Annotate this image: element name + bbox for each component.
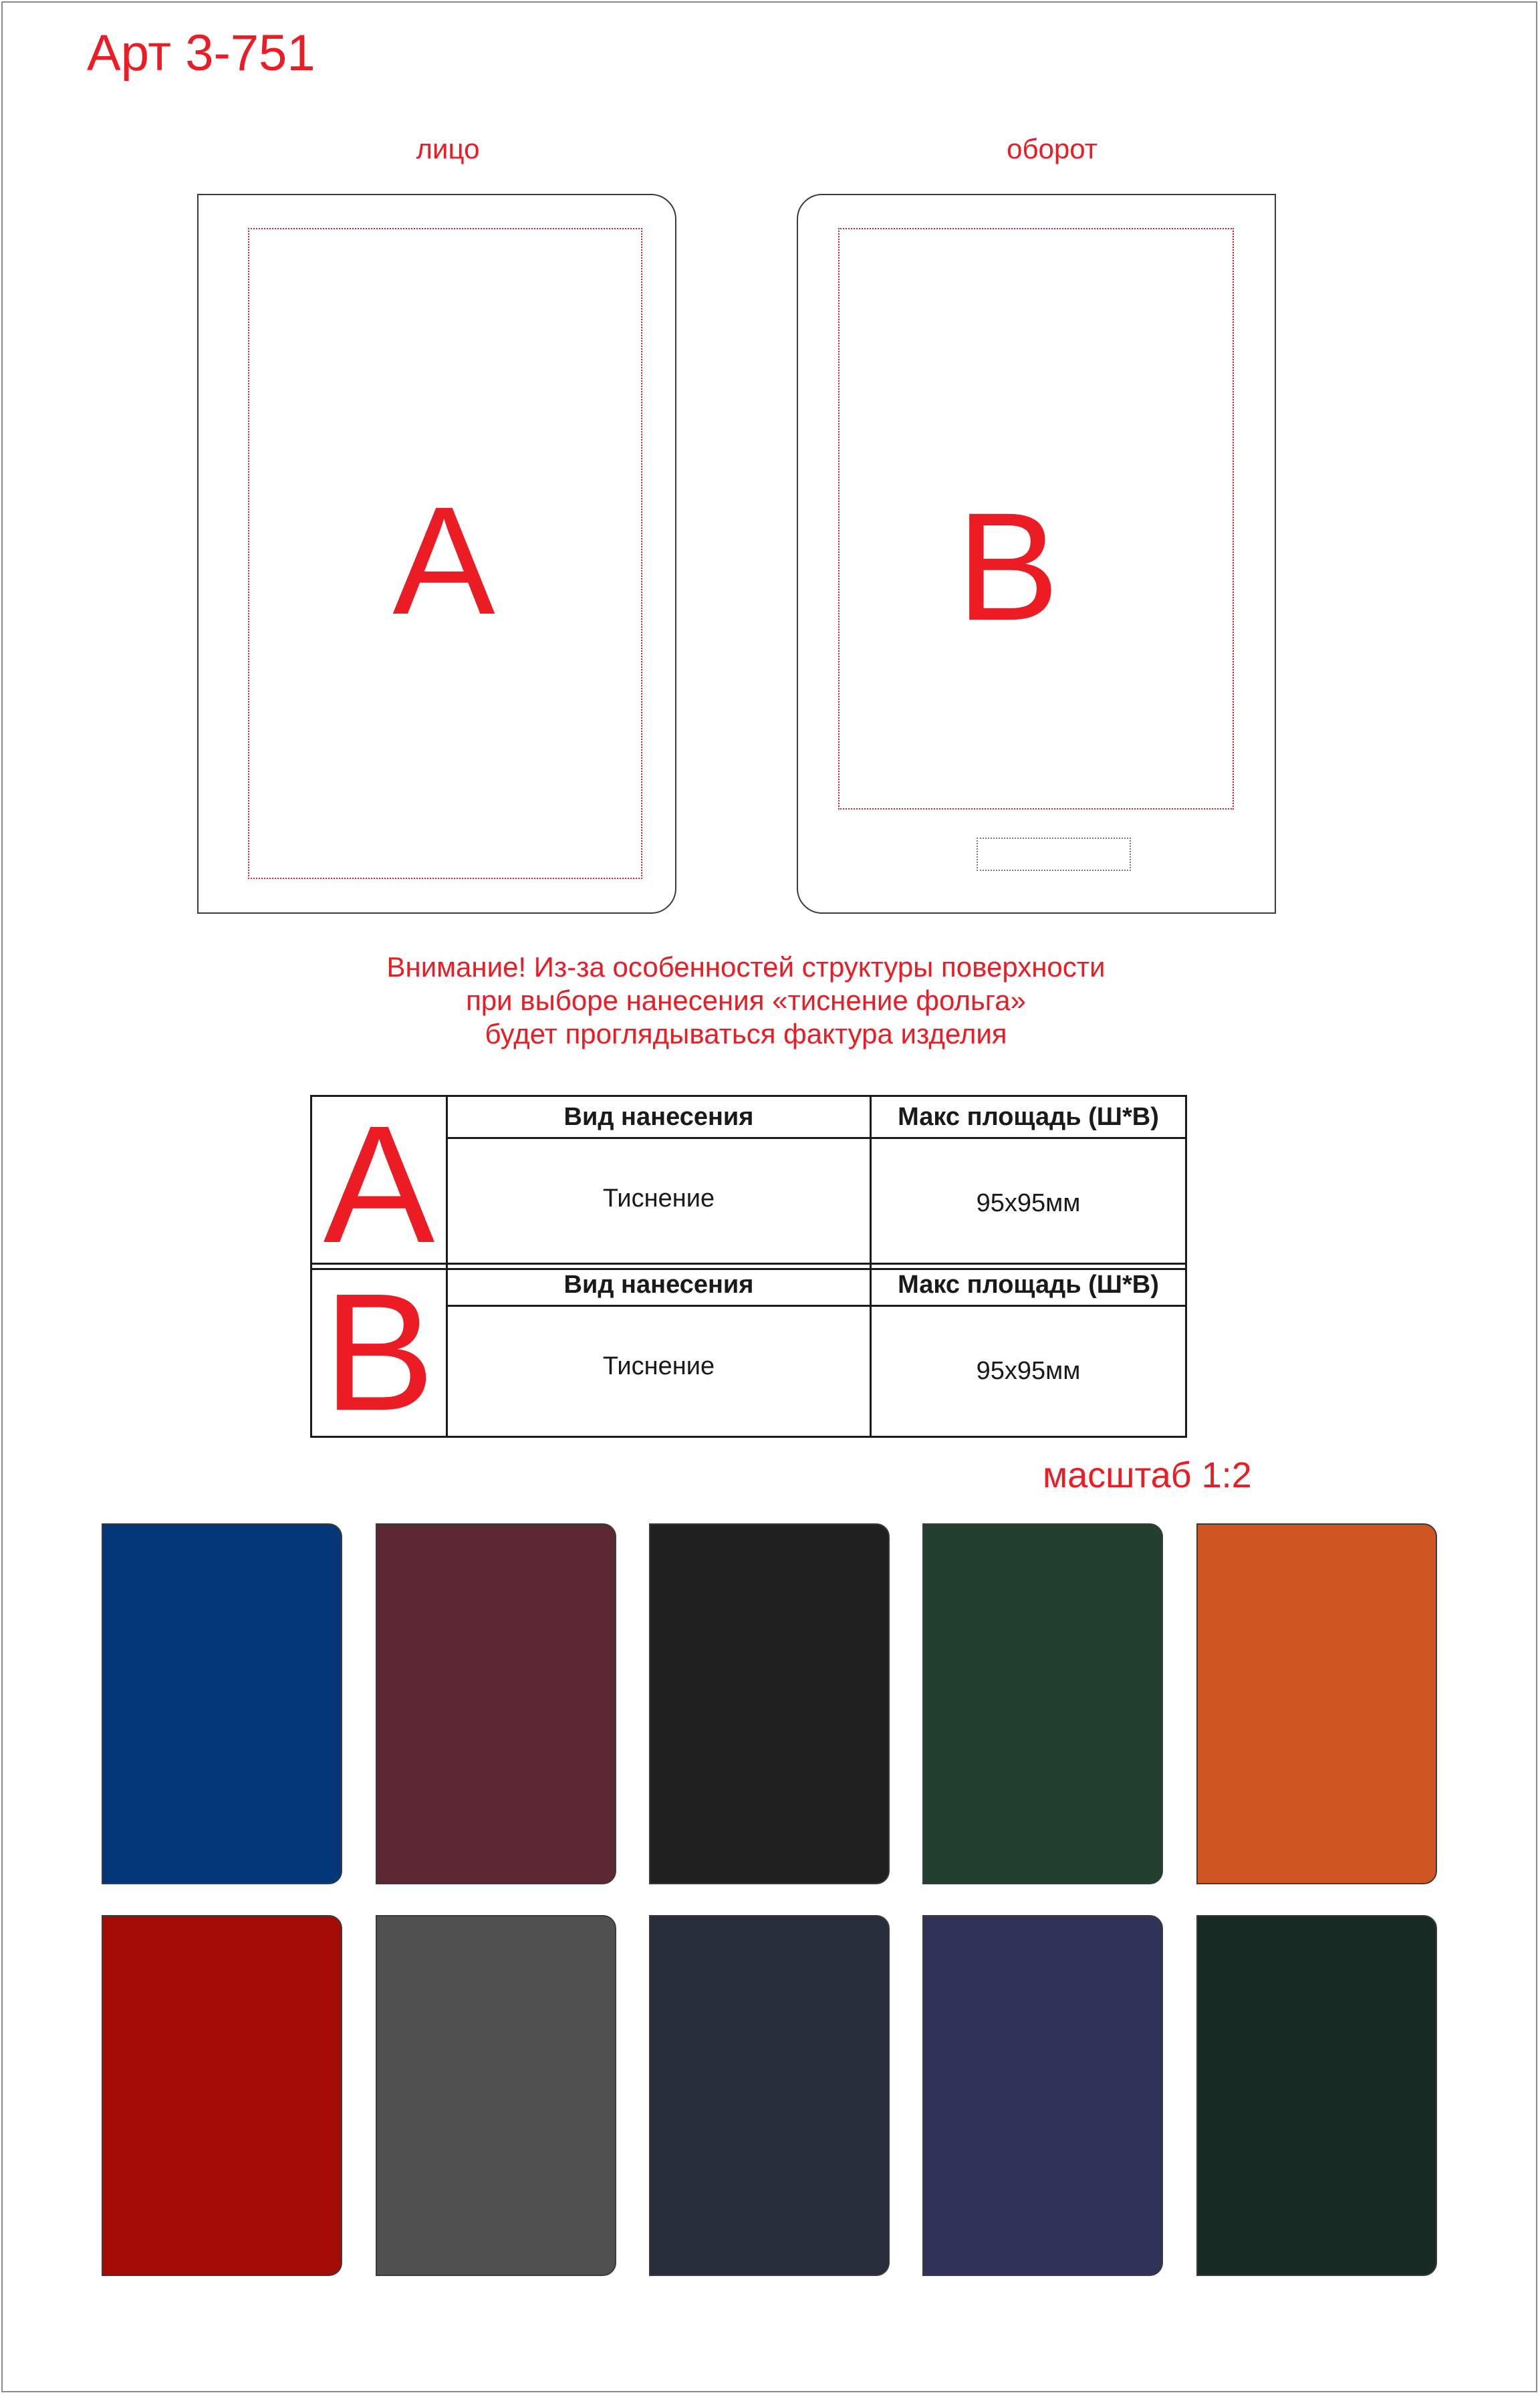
- method-value: Тиснение: [447, 1306, 871, 1437]
- area-value: 95x95мм: [871, 1138, 1186, 1269]
- color-swatch[interactable]: [102, 1915, 342, 2276]
- notice-text: [267, 951, 1225, 1051]
- notice-line: будет проглядываться фактура изделия: [485, 1018, 1007, 1049]
- back-side-label: оборот: [1007, 133, 1098, 164]
- spec-table-b: [310, 1259, 1187, 1445]
- table-letter: A: [323, 1091, 435, 1277]
- header-method: Вид нанесения: [447, 1264, 871, 1306]
- article-title: Арт 3-751: [87, 25, 315, 82]
- table-letter: B: [323, 1259, 435, 1445]
- logo-placeholder-zone: [977, 838, 1131, 871]
- method-value: Тиснение: [447, 1138, 871, 1269]
- color-swatch[interactable]: [922, 1523, 1163, 1884]
- color-swatch[interactable]: [649, 1523, 890, 1884]
- zone-a-letter: A: [392, 475, 495, 646]
- color-swatch[interactable]: [1196, 1915, 1437, 2276]
- front-side-label: лицо: [416, 133, 480, 164]
- zone-b-letter: B: [956, 481, 1059, 652]
- notice-line: Внимание! Из-за особенностей структуры поверхности: [386, 951, 1106, 983]
- color-swatch[interactable]: [376, 1915, 616, 2276]
- notice-line: при выборе нанесения «тиснение фольга»: [466, 985, 1026, 1016]
- table-letter-cell: [311, 1259, 447, 1445]
- header-area: Макс площадь (Ш*В): [871, 1096, 1186, 1138]
- color-swatch[interactable]: [649, 1915, 890, 2276]
- spec-table-a: [310, 1091, 1187, 1277]
- color-swatch[interactable]: [922, 1915, 1163, 2276]
- table-letter-cell: [311, 1091, 447, 1277]
- header-area: Макс площадь (Ш*В): [871, 1264, 1186, 1306]
- header-method: Вид нанесения: [447, 1096, 871, 1138]
- area-value: 95x95мм: [871, 1306, 1186, 1437]
- color-swatch[interactable]: [102, 1523, 342, 1884]
- scale-label: масштаб 1:2: [1043, 1455, 1252, 1495]
- color-swatch[interactable]: [376, 1523, 616, 1884]
- color-swatch[interactable]: [1196, 1523, 1437, 1884]
